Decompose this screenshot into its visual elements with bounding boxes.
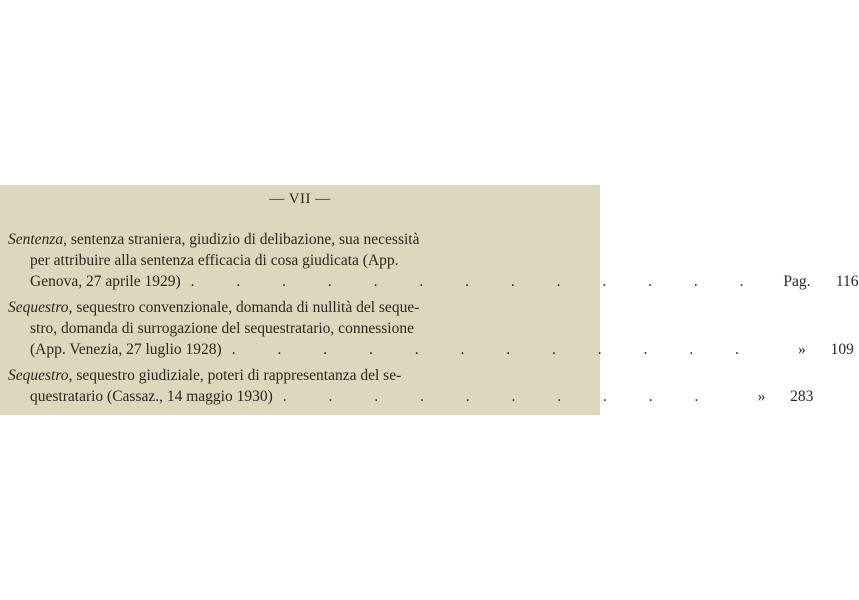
entry-heading: Sequestro [8, 299, 69, 316]
entry-text-segment: questratario (Cassaz., 14 maggio 1930) [30, 388, 273, 405]
page-reference-number: 283 [790, 388, 814, 405]
page-reference-number: 109 [830, 341, 854, 358]
page-reference-label: » [798, 341, 806, 358]
entry-text [8, 297, 419, 318]
entry-text-segment: , sequestro convenzionale, domanda di nullità del seque- [68, 299, 420, 316]
entry-line [8, 318, 592, 339]
index-entry [8, 229, 859, 292]
index-entries [8, 229, 859, 412]
dot-leader: . . . . . . . . . . . . [231, 341, 758, 358]
index-entry [8, 297, 854, 360]
page-reference-number: 116 [835, 273, 859, 290]
page-reference-label: » [757, 388, 766, 405]
entry-line [8, 250, 592, 271]
entry-text-segment: , sentenza straniera, giudizio di delibazione, sua necessità [63, 231, 420, 248]
document-page [0, 185, 859, 415]
dot-leader: . . . . . . . . . . . . . [190, 273, 763, 290]
entry-text-segment: stro, domanda di surrogazione del sequestratario, connessione [30, 320, 414, 337]
entry-heading: Sentenza [8, 231, 64, 248]
dot-leader: . . . . . . . . . . [282, 388, 718, 405]
entry-text [8, 229, 419, 250]
entry-line [8, 271, 859, 292]
entry-line [8, 339, 854, 360]
index-entry [8, 365, 814, 407]
entry-text-segment: (App. Venezia, 27 luglio 1928) [30, 341, 222, 358]
entry-text-segment: Genova, 27 aprile 1929) [30, 273, 181, 290]
entry-line [8, 229, 592, 250]
entry-line [8, 297, 592, 318]
entry-text [8, 365, 401, 386]
entry-line [8, 365, 592, 386]
page-reference-label: Pag. [783, 273, 811, 290]
entry-line [8, 386, 814, 407]
page-number: — VII — [269, 191, 331, 207]
entry-text-segment: , sequestro giudiziale, poteri di rappresentanza del se- [68, 367, 402, 384]
entry-text-segment: per attribuire alla sentenza efficacia di cosa giudicata (App. [30, 252, 399, 269]
entry-heading: Sequestro [8, 367, 69, 384]
